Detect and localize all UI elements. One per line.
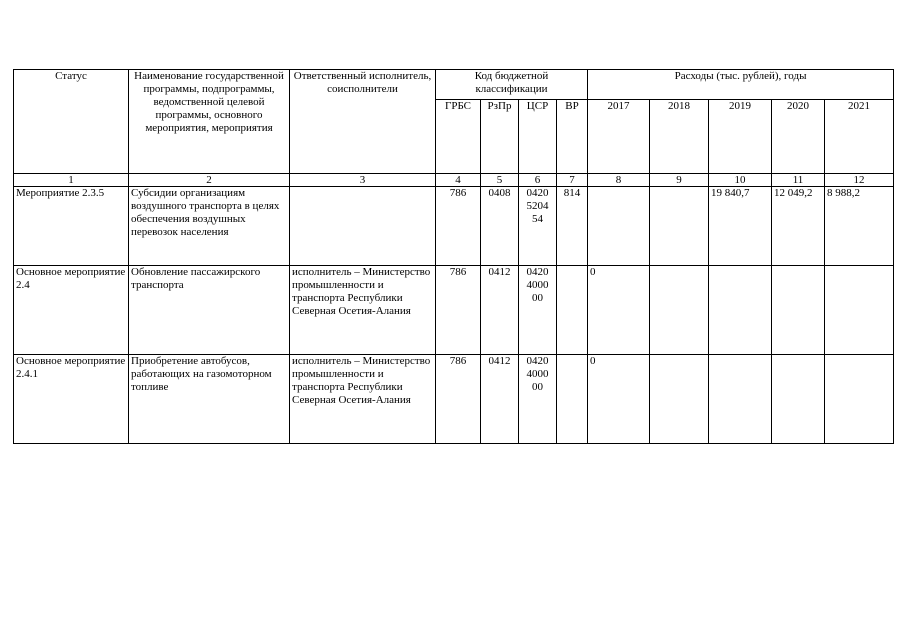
row-2017: 0 xyxy=(588,266,650,355)
row-2019 xyxy=(709,266,772,355)
column-number: 6 xyxy=(519,174,557,187)
row-2019 xyxy=(709,355,772,444)
budget-table xyxy=(13,69,894,444)
column-number: 10 xyxy=(709,174,772,187)
row-vr xyxy=(557,266,588,355)
table-row xyxy=(14,266,894,355)
row-grbs: 786 xyxy=(436,187,481,266)
row-vr xyxy=(557,355,588,444)
header-year-2019: 2019 xyxy=(709,100,772,174)
row-vr: 814 xyxy=(557,187,588,266)
row-2020 xyxy=(772,266,825,355)
row-2021 xyxy=(825,266,894,355)
column-number: 12 xyxy=(825,174,894,187)
header-rzpr: РзПр xyxy=(481,100,519,174)
row-rzpr: 0408 xyxy=(481,187,519,266)
header-year-2018: 2018 xyxy=(650,100,709,174)
row-rzpr: 0412 xyxy=(481,266,519,355)
column-number: 1 xyxy=(14,174,129,187)
row-status: Основное мероприятие 2.4.1 xyxy=(14,355,129,444)
column-number: 8 xyxy=(588,174,650,187)
header-expenses: Расходы (тыс. рублей), годы xyxy=(588,70,894,100)
column-number: 5 xyxy=(481,174,519,187)
header-year-2017: 2017 xyxy=(588,100,650,174)
header-executor: Ответственный исполнитель, соисполнители xyxy=(290,70,436,174)
row-status: Мероприятие 2.3.5 xyxy=(14,187,129,266)
column-number: 2 xyxy=(129,174,290,187)
row-csr: 0420 5204 54 xyxy=(519,187,557,266)
row-2019: 19 840,7 xyxy=(709,187,772,266)
row-2017 xyxy=(588,187,650,266)
header-name: Наименование государственной программы, подпрограммы, ведомственной целевой программы, основного мероприятия, мероприятия xyxy=(129,70,290,174)
row-executor: исполнитель – Министерство промышленности и транспорта Республики Северная Осетия-Алания xyxy=(290,266,436,355)
row-name: Обновление пассажирского транспорта xyxy=(129,266,290,355)
column-number: 3 xyxy=(290,174,436,187)
column-number: 7 xyxy=(557,174,588,187)
row-2021: 8 988,2 xyxy=(825,187,894,266)
row-name: Субсидии организациям воздушного транспорта в целях обеспечения воздушных перевозок населения xyxy=(129,187,290,266)
table-row xyxy=(14,187,894,266)
row-2018 xyxy=(650,266,709,355)
row-csr: 0420 4000 00 xyxy=(519,355,557,444)
row-rzpr: 0412 xyxy=(481,355,519,444)
column-number: 9 xyxy=(650,174,709,187)
row-name: Приобретение автобусов, работающих на газомоторном топливе xyxy=(129,355,290,444)
header-grbs: ГРБС xyxy=(436,100,481,174)
row-status: Основное мероприятие 2.4 xyxy=(14,266,129,355)
row-2021 xyxy=(825,355,894,444)
column-number: 4 xyxy=(436,174,481,187)
row-2020: 12 049,2 xyxy=(772,187,825,266)
header-status: Статус xyxy=(14,70,129,174)
row-grbs: 786 xyxy=(436,266,481,355)
column-number-row xyxy=(14,174,894,187)
row-grbs: 786 xyxy=(436,355,481,444)
row-2018 xyxy=(650,355,709,444)
row-2018 xyxy=(650,187,709,266)
header-year-2020: 2020 xyxy=(772,100,825,174)
column-number: 11 xyxy=(772,174,825,187)
row-executor xyxy=(290,187,436,266)
table-row xyxy=(14,355,894,444)
header-vr: ВР xyxy=(557,100,588,174)
row-executor: исполнитель – Министерство промышленности и транспорта Республики Северная Осетия-Алания xyxy=(290,355,436,444)
header-csr: ЦСР xyxy=(519,100,557,174)
row-2017: 0 xyxy=(588,355,650,444)
header-budget-code: Код бюджетной классификации xyxy=(436,70,588,100)
header-year-2021: 2021 xyxy=(825,100,894,174)
row-csr: 0420 4000 00 xyxy=(519,266,557,355)
row-2020 xyxy=(772,355,825,444)
